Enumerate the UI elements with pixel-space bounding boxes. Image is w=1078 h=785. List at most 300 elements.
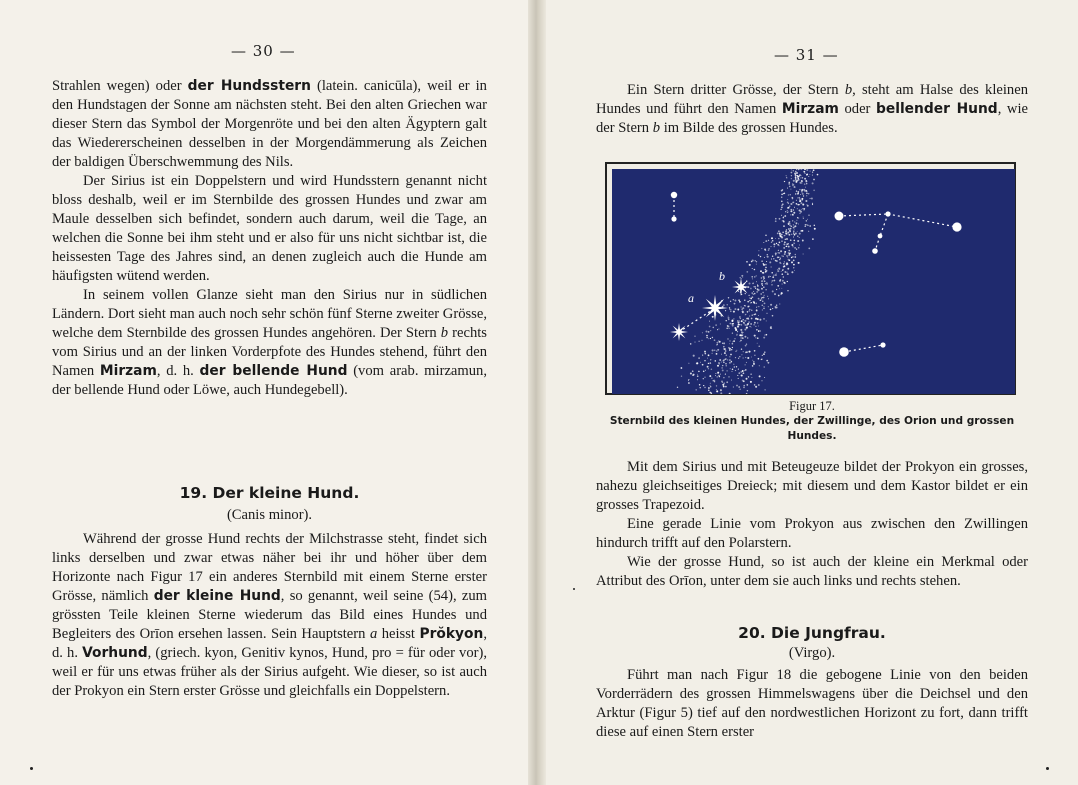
milky-way-dot: [808, 176, 809, 177]
milky-way-dot: [756, 329, 758, 331]
milky-way-dot: [806, 220, 807, 221]
milky-way-dot: [749, 300, 750, 301]
milky-way-dot: [806, 183, 807, 184]
milky-way-dot: [768, 298, 769, 299]
milky-way-dot: [788, 246, 790, 248]
milky-way-dot: [790, 225, 792, 227]
milky-way-dot: [739, 301, 741, 303]
milky-way-dot: [803, 218, 804, 219]
milky-way-dot: [752, 360, 753, 361]
milky-way-dot: [793, 260, 795, 262]
milky-way-dot: [755, 303, 757, 305]
milky-way-dot: [733, 299, 734, 300]
milky-way-dot: [735, 351, 736, 352]
milky-way-dot: [736, 335, 737, 336]
milky-way-dot: [726, 381, 728, 383]
milky-way-dot: [794, 256, 796, 258]
left-bottom-text: [52, 530, 487, 701]
milky-way-dot: [787, 290, 788, 291]
milky-way-dot: [751, 327, 752, 328]
milky-way-dot: [688, 363, 689, 364]
night-sky: [612, 169, 1015, 394]
milky-way-dot: [806, 173, 808, 175]
milky-way-dot: [788, 259, 789, 260]
milky-way-dot: [677, 387, 678, 388]
milky-way-dot: [784, 253, 786, 255]
milky-way-dot: [747, 301, 749, 303]
milky-way-dot: [772, 290, 774, 292]
milky-way-dot: [723, 362, 724, 363]
milky-way-dot: [722, 360, 724, 362]
milky-way-dot: [724, 352, 726, 354]
milky-way-dot: [781, 197, 782, 198]
milky-way-dot: [776, 260, 778, 262]
milky-way-dot: [790, 194, 791, 195]
milky-way-dot: [801, 198, 803, 200]
milky-way-dot: [788, 195, 789, 196]
milky-way-dot: [730, 309, 731, 310]
milky-way-dot: [750, 298, 752, 300]
milky-way-dot: [782, 203, 784, 205]
milky-way-dot: [817, 174, 819, 176]
milky-way-dot: [758, 286, 759, 287]
milky-way-dot: [717, 329, 718, 330]
milky-way-dot: [759, 319, 761, 321]
milky-way-dot: [758, 289, 759, 290]
milky-way-dot: [788, 250, 790, 252]
milky-way-dot: [734, 308, 736, 310]
milky-way-dot: [730, 368, 731, 369]
milky-way-dot: [772, 276, 774, 278]
milky-way-dot: [741, 275, 743, 277]
milky-way-dot: [725, 358, 726, 359]
milky-way-dot: [762, 280, 763, 281]
milky-way-dot: [780, 258, 781, 259]
star: [878, 234, 883, 239]
milky-way-dot: [790, 214, 791, 215]
milky-way-dot: [752, 292, 753, 293]
milky-way-dot: [780, 209, 781, 210]
milky-way-dot: [714, 349, 716, 351]
milky-way-dot: [785, 211, 786, 212]
milky-way-dot: [755, 386, 757, 388]
milky-way-dot: [728, 319, 730, 321]
milky-way-dot: [704, 360, 705, 361]
milky-way-dot: [728, 316, 729, 317]
right-bottom-text: [596, 666, 1028, 742]
milky-way-dot: [806, 191, 807, 192]
milky-way-dot: [746, 384, 748, 386]
milky-way-dot: [710, 383, 711, 384]
milky-way-dot: [784, 282, 786, 284]
milky-way-dot: [789, 221, 791, 223]
milky-way-dot: [791, 169, 792, 170]
milky-way-dot: [734, 303, 736, 305]
milky-way-dot: [704, 351, 706, 353]
paragraph: Ein Stern dritter Grösse, der Stern b, steht am Halse des kleinen Hundes und führt den Namen Mirzam oder bellender Hund, wie der Stern b im Bilde des grossen Hundes.: [596, 82, 1028, 136]
milky-way-dot: [742, 337, 744, 339]
milky-way-dot: [748, 319, 749, 320]
page-number-right: — 31 —: [774, 46, 839, 64]
milky-way-dot: [787, 210, 788, 211]
milky-way-dot: [751, 318, 753, 320]
milky-way-dot: [791, 234, 792, 235]
milky-way-dot: [794, 270, 795, 271]
milky-way-dot: [732, 320, 734, 322]
milky-way-dot: [794, 226, 795, 227]
milky-way-dot: [729, 362, 731, 364]
milky-way-dot: [798, 192, 799, 193]
milky-way-dot: [784, 261, 785, 262]
milky-way-dot: [789, 225, 790, 226]
milky-way-dot: [798, 223, 799, 224]
milky-way-dot: [761, 261, 762, 262]
milky-way-dot: [812, 203, 813, 204]
milky-way-dot: [756, 275, 757, 276]
milky-way-dot: [742, 277, 743, 278]
milky-way-dot: [730, 354, 732, 356]
milky-way-dot: [777, 285, 779, 287]
milky-way-dot: [796, 175, 797, 176]
milky-way-dot: [739, 324, 740, 325]
milky-way-dot: [781, 193, 783, 195]
milky-way-dot: [794, 247, 796, 249]
milky-way-dot: [709, 375, 711, 377]
milky-way-dot: [772, 256, 773, 257]
milky-way-dot: [727, 359, 728, 360]
milky-way-dot: [805, 224, 807, 226]
milky-way-dot: [774, 246, 775, 247]
milky-way-dot: [783, 276, 784, 277]
milky-way-dot: [788, 223, 790, 225]
milky-way-dot: [732, 343, 734, 345]
milky-way-dot: [725, 310, 726, 311]
milky-way-dot: [777, 270, 779, 272]
milky-way-dot: [761, 283, 763, 285]
milky-way-dot: [795, 178, 797, 180]
milky-way-dot: [799, 213, 800, 214]
milky-way-dot: [750, 288, 752, 290]
milky-way-dot: [789, 253, 790, 254]
milky-way-dot: [743, 351, 744, 352]
milky-way-dot: [723, 342, 725, 344]
paragraph: Strahlen wegen) oder der Hundsstern (latein. canicūla), weil er in den Hundstagen der Sonne am nächsten steht. Bei den alten Griechen war dieser Stern das Symbol der Morgenröte und bei den alten Ägyptern galt das Wiedererscheinen desselben in der Morgendämmerung als Zeichen der baldigen Überschwemmung des Nils.: [52, 78, 487, 170]
milky-way-dot: [731, 349, 732, 350]
milky-way-dot: [761, 380, 762, 381]
milky-way-dot: [712, 349, 714, 351]
milky-way-dot: [744, 336, 746, 338]
milky-way-dot: [746, 378, 748, 380]
milky-way-dot: [745, 314, 746, 315]
milky-way-dot: [749, 297, 750, 298]
milky-way-dot: [792, 220, 793, 221]
milky-way-dot: [795, 232, 797, 234]
milky-way-dot: [744, 329, 746, 331]
milky-way-dot: [791, 175, 792, 176]
milky-way-dot: [787, 212, 788, 213]
milky-way-dot: [804, 171, 806, 173]
milky-way-dot: [765, 234, 767, 236]
milky-way-dot: [779, 242, 781, 244]
milky-way-dot: [794, 186, 796, 188]
milky-way-dot: [754, 303, 755, 304]
milky-way-dot: [727, 304, 728, 305]
milky-way-dot: [754, 322, 756, 324]
star: [880, 342, 885, 347]
milky-way-dot: [764, 303, 766, 305]
milky-way-dot: [731, 361, 732, 362]
figure-caption: Sternbild des kleinen Hundes, der Zwillinge, des Orion und grossen Hundes.: [609, 415, 1015, 442]
star-map: [612, 169, 1015, 394]
milky-way-dot: [763, 353, 765, 355]
milky-way-dot: [775, 252, 777, 254]
milky-way-dot: [738, 299, 740, 301]
milky-way-dot: [786, 255, 788, 257]
milky-way-dot: [738, 291, 739, 292]
milky-way-dot: [723, 304, 724, 305]
milky-way-dot: [707, 366, 709, 368]
milky-way-dot: [788, 207, 790, 209]
milky-way-dot: [771, 258, 772, 259]
milky-way-dot: [781, 207, 783, 209]
milky-way-dot: [766, 283, 768, 285]
milky-way-dot: [758, 250, 759, 251]
milky-way-dot: [720, 389, 722, 391]
milky-way-dot: [741, 331, 742, 332]
milky-way-dot: [725, 374, 726, 375]
milky-way-dot: [704, 377, 705, 378]
milky-way-dot: [813, 169, 815, 171]
milky-way-dot: [757, 322, 758, 323]
milky-way-dot: [782, 284, 783, 285]
milky-way-dot: [761, 248, 762, 249]
milky-way-dot: [803, 209, 804, 210]
milky-way-dot: [703, 385, 704, 386]
milky-way-dot: [752, 296, 754, 298]
milky-way-dot: [719, 341, 721, 343]
milky-way-dot: [722, 343, 723, 344]
milky-way-dot: [781, 234, 783, 236]
milky-way-dot: [793, 170, 795, 172]
milky-way-dot: [739, 356, 740, 357]
milky-way-dot: [705, 370, 706, 371]
star-label-b: b: [719, 269, 725, 283]
milky-way-dot: [779, 218, 781, 220]
milky-way-dot: [710, 338, 711, 339]
milky-way-dot: [747, 357, 749, 359]
milky-way-dot: [729, 307, 730, 308]
milky-way-dot: [712, 337, 713, 338]
milky-way-dot: [779, 252, 780, 253]
milky-way-dot: [775, 274, 777, 276]
milky-way-dot: [814, 228, 816, 230]
milky-way-dot: [778, 230, 780, 232]
milky-way-dot: [808, 214, 809, 215]
milky-way-dot: [721, 354, 722, 355]
milky-way-dot: [812, 204, 813, 205]
milky-way-dot: [753, 324, 755, 326]
milky-way-dot: [729, 308, 730, 309]
star: [885, 211, 890, 216]
milky-way-dot: [681, 367, 683, 369]
milky-way-dot: [698, 341, 699, 342]
milky-way-dot: [799, 174, 801, 176]
milky-way-dot: [774, 280, 776, 282]
milky-way-dot: [802, 193, 804, 195]
milky-way-dot: [765, 283, 766, 284]
milky-way-dot: [756, 291, 757, 292]
milky-way-dot: [746, 271, 748, 273]
milky-way-dot: [781, 236, 783, 238]
milky-way-dot: [754, 286, 756, 288]
milky-way-dot: [779, 233, 781, 235]
milky-way-dot: [771, 237, 773, 239]
milky-way-dot: [728, 376, 729, 377]
milky-way-dot: [768, 249, 770, 251]
milky-way-dot: [745, 364, 746, 365]
milky-way-dot: [758, 331, 759, 332]
milky-way-dot: [805, 200, 807, 202]
milky-way-dot: [783, 220, 785, 222]
milky-way-dot: [710, 359, 711, 360]
milky-way-dot: [783, 247, 785, 249]
milky-way-dot: [726, 354, 727, 355]
milky-way-dot: [709, 362, 711, 364]
milky-way-dot: [797, 208, 798, 209]
milky-way-dot: [723, 377, 725, 379]
milky-way-dot: [806, 204, 807, 205]
milky-way-dot: [708, 355, 709, 356]
milky-way-dot: [762, 310, 763, 311]
milky-way-dot: [796, 203, 798, 205]
milky-way-dot: [792, 185, 793, 186]
milky-way-dot: [792, 246, 793, 247]
star: [671, 192, 677, 198]
milky-way-dot: [786, 243, 788, 245]
milky-way-dot: [717, 342, 718, 343]
milky-way-dot: [778, 268, 780, 270]
milky-way-dot: [737, 320, 738, 321]
milky-way-dot: [792, 214, 794, 216]
milky-way-dot: [799, 189, 800, 190]
milky-way-dot: [804, 178, 806, 180]
milky-way-dot: [761, 288, 762, 289]
milky-way-dot: [778, 238, 779, 239]
milky-way-dot: [735, 357, 736, 358]
milky-way-dot: [798, 178, 800, 180]
milky-way-dot: [702, 355, 703, 356]
emphasized-term: Vorhund: [82, 645, 148, 661]
milky-way-dot: [759, 365, 760, 366]
milky-way-dot: [787, 273, 789, 275]
milky-way-dot: [745, 324, 747, 326]
milky-way-dot: [802, 204, 804, 206]
milky-way-dot: [804, 173, 805, 174]
milky-way-dot: [792, 183, 793, 184]
milky-way-dot: [776, 304, 777, 305]
milky-way-dot: [806, 224, 807, 225]
milky-way-dot: [788, 228, 790, 230]
milky-way-dot: [806, 192, 808, 194]
milky-way-dot: [787, 188, 788, 189]
milky-way-dot: [771, 267, 772, 268]
paragraph: Wie der grosse Hund, so ist auch der kleine ein Merkmal oder Attribut des Orīon, unter dem sie auch links und rechts stehen.: [596, 554, 1028, 589]
milky-way-dot: [792, 202, 794, 204]
milky-way-dot: [771, 284, 773, 286]
milky-way-dot: [748, 321, 749, 322]
milky-way-dot: [767, 296, 768, 297]
milky-way-dot: [779, 259, 780, 260]
milky-way-dot: [789, 186, 791, 188]
milky-way-dot: [709, 321, 710, 322]
milky-way-dot: [702, 332, 703, 333]
milky-way-dot: [727, 338, 728, 339]
milky-way-dot: [708, 331, 710, 333]
milky-way-dot: [793, 231, 795, 233]
milky-way-dot: [756, 264, 757, 265]
milky-way-dot: [703, 378, 704, 379]
milky-way-dot: [760, 293, 762, 295]
milky-way-dot: [729, 359, 731, 361]
milky-way-dot: [717, 365, 719, 367]
milky-way-dot: [793, 264, 795, 266]
milky-way-dot: [742, 319, 743, 320]
milky-way-dot: [688, 380, 689, 381]
milky-way-dot: [708, 363, 709, 364]
milky-way-dot: [774, 293, 776, 295]
star-mirzam: [732, 278, 750, 296]
milky-way-dot: [802, 177, 804, 179]
milky-way-dot: [765, 289, 766, 290]
milky-way-dot: [690, 372, 692, 374]
milky-way-dot: [738, 358, 739, 359]
milky-way-dot: [781, 273, 783, 275]
milky-way-dot: [760, 330, 761, 331]
milky-way-dot: [797, 231, 798, 232]
milky-way-dot: [748, 306, 749, 307]
milky-way-dot: [769, 261, 771, 263]
milky-way-dot: [799, 182, 801, 184]
milky-way-dot: [778, 257, 779, 258]
milky-way-dot: [742, 311, 744, 313]
milky-way-dot: [716, 376, 718, 378]
milky-way-dot: [693, 355, 695, 357]
milky-way-dot: [743, 385, 745, 387]
milky-way-dot: [784, 235, 785, 236]
milky-way-dot: [741, 309, 742, 310]
milky-way-dot: [727, 317, 729, 319]
milky-way-dot: [795, 181, 797, 183]
milky-way-dot: [740, 329, 742, 331]
page-number-left: — 30 —: [231, 42, 296, 60]
milky-way-dot: [781, 288, 782, 289]
milky-way-dot: [763, 296, 765, 298]
milky-way-dot: [762, 355, 763, 356]
milky-way-dot: [795, 171, 796, 172]
milky-way-dot: [720, 374, 721, 375]
milky-way-dot: [706, 335, 708, 337]
milky-way-dot: [731, 323, 733, 325]
milky-way-dot: [764, 280, 766, 282]
milky-way-dot: [801, 209, 802, 210]
milky-way-dot: [758, 326, 759, 327]
milky-way-dot: [796, 248, 797, 249]
milky-way-dot: [758, 306, 759, 307]
milky-way-dot: [761, 277, 762, 278]
milky-way-dot: [770, 326, 771, 327]
milky-way-dot: [719, 359, 721, 361]
milky-way-dot: [760, 256, 761, 257]
